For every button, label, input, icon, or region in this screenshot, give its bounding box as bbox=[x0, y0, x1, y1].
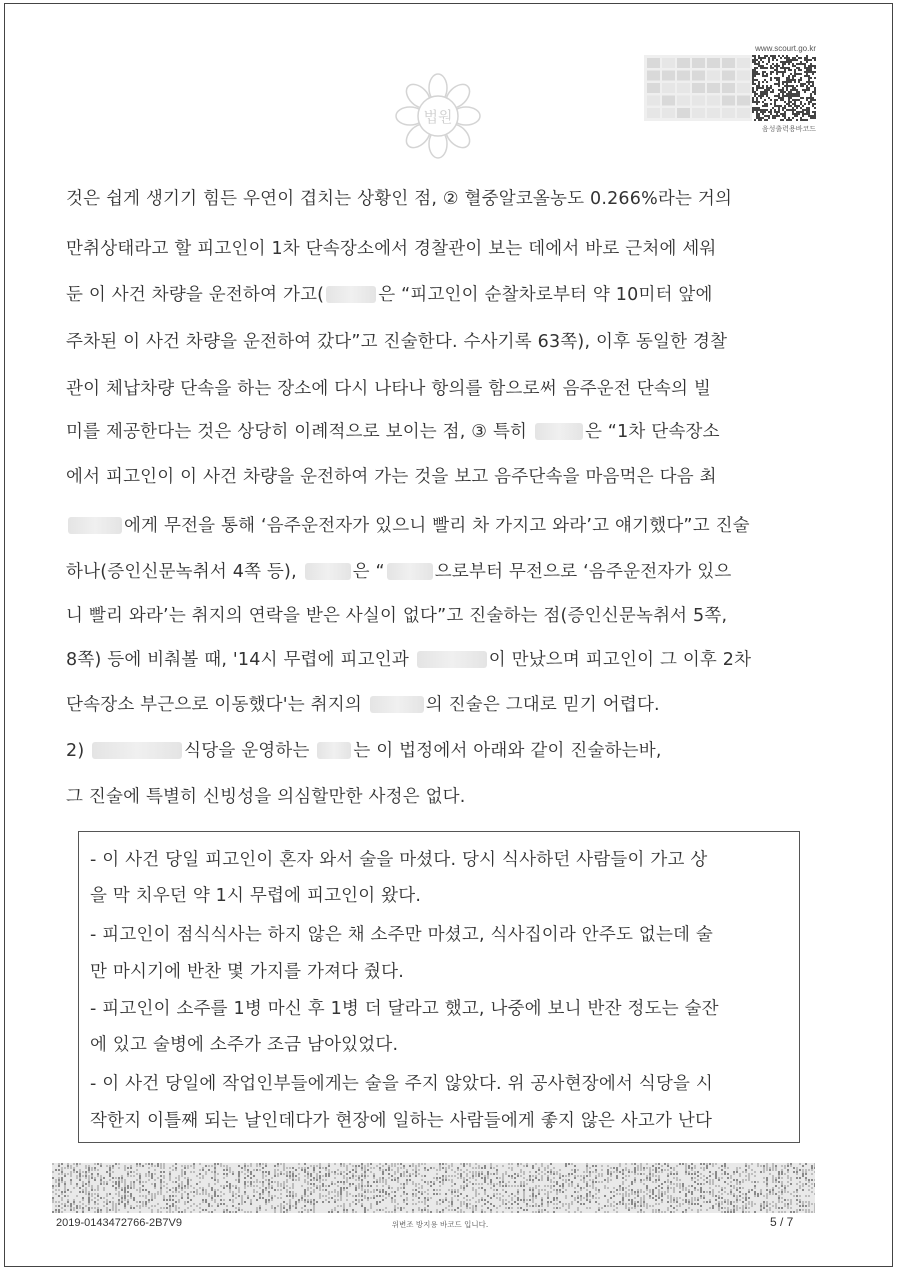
redacted-name bbox=[387, 563, 433, 580]
body-text-segment: 에서 피고인이 이 사건 차량을 운전하여 가는 것을 보고 음주단속을 마음먹은 다음 최 bbox=[66, 467, 717, 487]
body-line bbox=[66, 648, 802, 672]
body-text-segment: 으로부터 무전으로 ‘음주운전자가 있으 bbox=[434, 562, 732, 582]
body-line bbox=[66, 739, 802, 763]
testimony-line: 만 마시기에 반찬 몇 가지를 가져다 줬다. bbox=[90, 962, 405, 982]
barcode-caption: 음성출력용바코드 bbox=[761, 125, 816, 133]
testimony-line: - 이 사건 당일에 작업인부들에게는 술을 주지 않았다. 위 공사현장에서 식당을 시 bbox=[90, 1074, 714, 1094]
body-text-segment: 만취상태라고 할 피고인이 1차 단속장소에서 경찰관이 보는 데에서 바로 근처에 세워 bbox=[66, 239, 717, 259]
document-id: 2019-0143472766-2B7V9 bbox=[56, 1217, 183, 1229]
redacted-name bbox=[92, 742, 182, 759]
testimony-line: - 이 사건 당일 피고인이 혼자 와서 술을 마셨다. 당시 식사하던 사람들이 가고 상 bbox=[90, 850, 708, 870]
testimony-line: - 피고인이 소주를 1병 마신 후 1병 더 달라고 했고, 나중에 보니 반잔 정도는 술잔 bbox=[90, 999, 719, 1019]
body-text-segment: 은 “1차 단속장소 bbox=[584, 422, 720, 442]
body-text-segment: 주차된 이 사건 차량을 운전하여 갔다”고 진술한다. 수사기록 63쪽), 이후 동일한 경찰 bbox=[66, 332, 728, 352]
barcode-url: www.scourt.go.kr bbox=[755, 44, 816, 53]
redacted-name bbox=[317, 742, 351, 759]
redacted-name bbox=[305, 563, 351, 580]
barcode-icon bbox=[644, 55, 816, 121]
body-text-segment: 둔 이 사건 차량을 운전하여 가고( bbox=[66, 285, 325, 305]
redacted-name bbox=[417, 651, 487, 668]
voice-barcode bbox=[644, 44, 816, 138]
testimony-box bbox=[78, 831, 800, 1143]
body-line bbox=[66, 330, 802, 354]
redacted-name bbox=[326, 286, 376, 303]
body-text-segment: 는 이 법정에서 아래와 같이 진술하는바, bbox=[353, 741, 662, 761]
testimony-line: 에 있고 술병에 소주가 조금 남아있었다. bbox=[90, 1035, 399, 1055]
body-text-segment: 은 “피고인이 순찰차로부터 약 10미터 앞에 bbox=[378, 285, 713, 305]
body-text-segment: 이 만났으며 피고인이 그 이후 2차 bbox=[488, 650, 752, 670]
body-line bbox=[66, 560, 802, 584]
body-text-segment: 2) bbox=[66, 741, 91, 761]
redacted-name bbox=[370, 696, 424, 713]
emblem-text: 법원 bbox=[423, 108, 453, 126]
body-line bbox=[66, 187, 802, 211]
court-emblem-icon bbox=[388, 66, 488, 166]
redacted-name bbox=[68, 517, 122, 534]
body-text-segment: 그 진술에 특별히 신빙성을 의심할만한 사정은 없다. bbox=[66, 787, 466, 807]
anti-forgery-barcode bbox=[52, 1163, 815, 1213]
body-text-segment: 에게 무전을 통해 ‘음주운전자가 있으니 빨리 차 가지고 와라’고 얘기했다”고 진술 bbox=[124, 516, 750, 536]
testimony-line: 작한지 이틀째 되는 날인데다가 현장에 일하는 사람들에게 좋지 않은 사고가 난다 bbox=[90, 1111, 713, 1131]
body-line bbox=[66, 465, 802, 489]
body-line bbox=[66, 693, 802, 717]
page-number: 5 / 7 bbox=[770, 1215, 794, 1229]
body-line bbox=[66, 420, 802, 444]
body-line bbox=[66, 237, 802, 261]
testimony-line: - 피고인이 점식식사는 하지 않은 채 소주만 마셨고, 식사집이라 안주도 없는데 술 bbox=[90, 925, 714, 945]
body-text-segment: 하나(증인신문녹취서 4쪽 등), bbox=[66, 562, 303, 582]
redacted-name bbox=[535, 423, 583, 440]
body-text-segment: 의 진술은 그대로 믿기 어렵다. bbox=[425, 695, 660, 715]
body-line bbox=[66, 514, 802, 538]
body-text-segment: 것은 쉽게 생기기 힘든 우연이 겹치는 상황인 점, ② 혈중알코올농도 0.266%라는 거의 bbox=[66, 189, 733, 209]
anti-forgery-notice: 위변조 방지용 바코드 입니다. bbox=[391, 1220, 489, 1229]
body-text-segment: 미를 제공한다는 것은 상당히 이례적으로 보이는 점, ③ 특히 bbox=[66, 422, 533, 442]
body-text-segment: 관이 체납차량 단속을 하는 장소에 다시 나타나 항의를 함으로써 음주운전 단속의 빌 bbox=[66, 379, 711, 399]
body-line bbox=[66, 377, 802, 401]
body-text-segment: 식당을 운영하는 bbox=[184, 741, 316, 761]
body-text-segment: 니 빨리 와라’는 취지의 연락을 받은 사실이 없다”고 진술하는 점(증인신문녹취서 5쪽, bbox=[66, 606, 728, 626]
body-text-segment: 단속장소 부근으로 이동했다'는 취지의 bbox=[66, 695, 368, 715]
testimony-line: 을 막 치우던 약 1시 무렵에 피고인이 왔다. bbox=[90, 886, 422, 906]
body-line bbox=[66, 785, 802, 809]
body-text-segment: 8쪽) 등에 비춰볼 때, '14시 무렵에 피고인과 bbox=[66, 650, 415, 670]
body-line bbox=[66, 283, 802, 307]
body-text-segment: 은 “ bbox=[352, 562, 385, 582]
body-line bbox=[66, 604, 802, 628]
